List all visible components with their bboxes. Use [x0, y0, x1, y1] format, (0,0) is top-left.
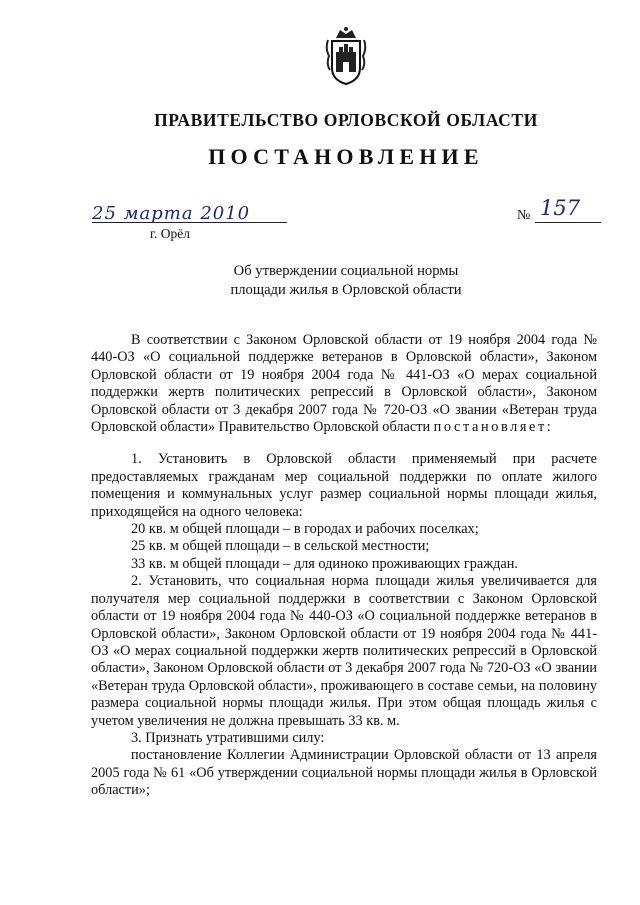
date-underline — [92, 222, 287, 223]
resolution-word: постановляет: — [433, 419, 554, 436]
subject-line: Об утверждении социальной нормы — [233, 263, 459, 279]
item-3-paragraph: 3. Признать утратившими силу: — [131, 729, 325, 746]
handwritten-number: 157 — [540, 196, 581, 220]
item-1-subitem: 33 кв. м общей площади – для одиноко проживающих граждан. — [131, 555, 518, 572]
coat-of-arms-icon — [324, 26, 368, 86]
item-2-paragraph: 2. Установить, что социальная норма площади жилья увеличивается для получателя мер социальной поддержки в соответствии с Законом Орловской области от 19 ноября 2004 года № 440-ОЗ «О социальной поддержке ветеранов в Орловской области», Законом Орловской области от 19 ноября 2004 года № 441-ОЗ «О мерах социальной поддержки жертв политических репрессий в Орловской области», Законом Орловской области от 3 декабря 2007 года № 720-ОЗ «О звании «Ветеран труда Орловской области», проживающего в составе семьи, на половину размера социальной нормы площади жилья. При этом общая площадь жилья с учетом увеличения не должна превышать 33 кв. м. — [91, 573, 597, 729]
city-label: г. Орёл — [150, 226, 190, 241]
number-underline — [535, 222, 601, 223]
item-1-subitem: 25 кв. м общей площади – в сельской местности; — [131, 538, 430, 555]
handwritten-date: 25 марта 2010 — [92, 203, 251, 224]
preamble-paragraph — [91, 332, 597, 436]
document-type-title: ПОСТАНОВЛЕНИЕ — [208, 144, 484, 169]
number-label: № — [517, 208, 531, 223]
item-1-subitem: 20 кв. м общей площади – в городах и рабочих поселках; — [131, 521, 479, 538]
government-title: ПРАВИТЕЛЬСТВО ОРЛОВСКОЙ ОБЛАСТИ — [154, 110, 538, 130]
item-1-paragraph: 1. Установить в Орловской области применяемый при расчете предоставляемых гражданам мер социальной поддержки по оплате жилого помещения и коммунальных услуг размер социальной нормы площади жилья, приходящейся на одного человека: — [91, 451, 597, 520]
preamble-text: В соответствии с Законом Орловской области от 19 ноября 2004 года № 440-ОЗ «О социальной поддержке ветеранов в Орловской области», Законом Орловской области от 19 ноября 2004 года № 441-ОЗ «О мерах социальной поддержки жертв политических репрессий в Орловской области», Законом Орловской области от 3 декабря 2007 года № 720-ОЗ «О звании «Ветеран труда Орловской области» Правительство Орловской области — [91, 332, 597, 436]
document-body — [91, 332, 597, 800]
item-3-subitem: постановление Коллегии Администрации Орловской области от 13 апреля 2005 года № 61 «Об утверждении социальной нормы площади жилья в Орловской области»; — [91, 747, 597, 799]
document-subject — [0, 262, 640, 299]
subject-line: площади жилья в Орловской области — [230, 281, 462, 298]
